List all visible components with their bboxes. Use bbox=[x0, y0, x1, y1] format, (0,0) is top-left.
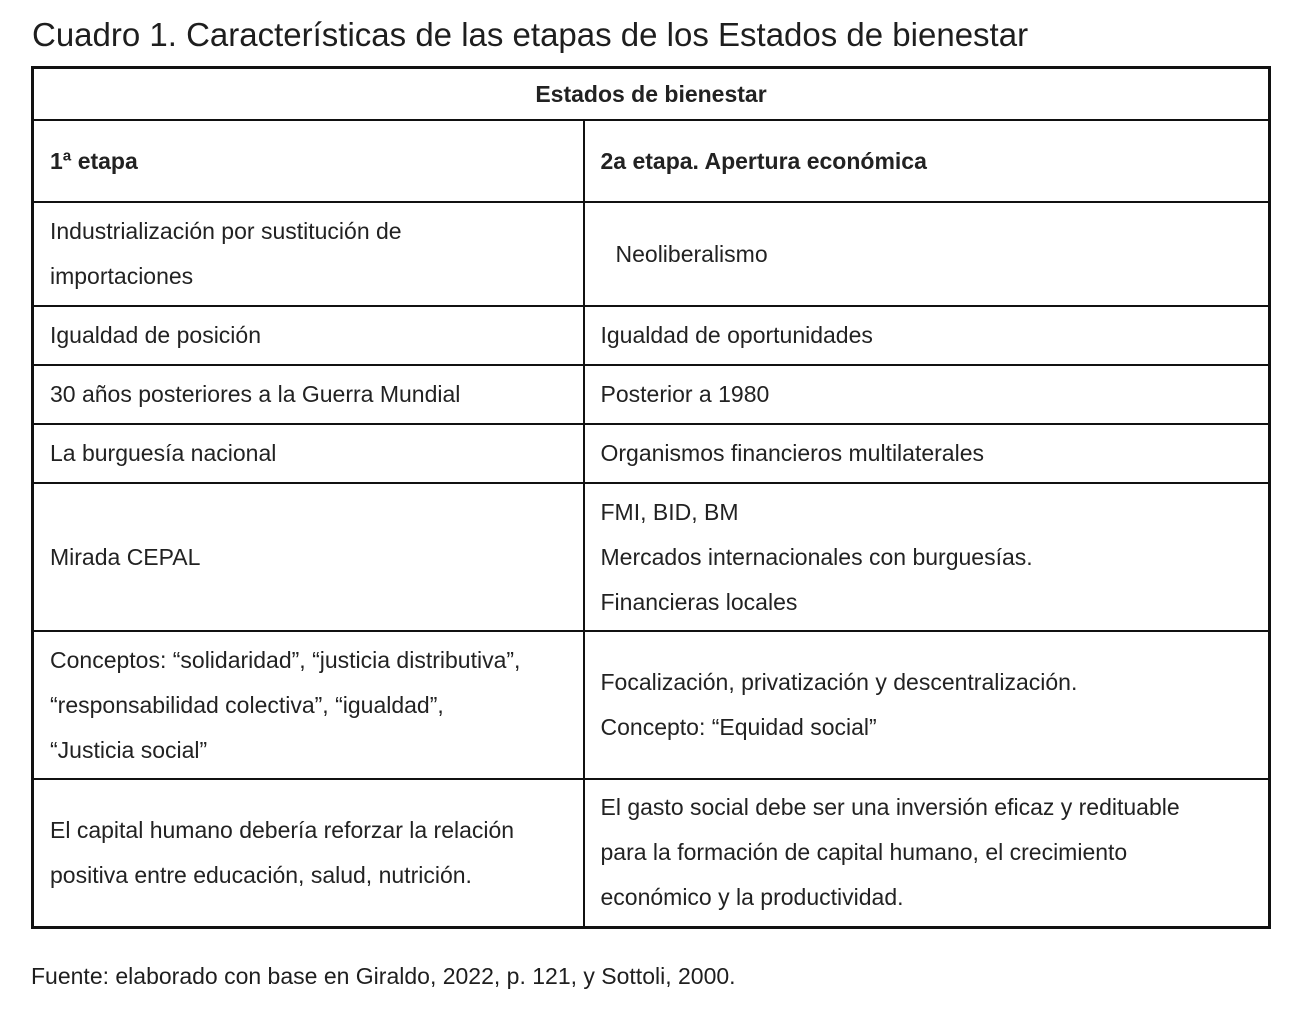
table-row bbox=[33, 365, 1270, 424]
cell-line: importaciones bbox=[50, 263, 194, 289]
column-header-second-stage: 2a etapa. Apertura económica bbox=[584, 120, 1270, 202]
cell-line: positiva entre educación, salud, nutrición. bbox=[50, 861, 472, 888]
cell-line: “Justicia social” bbox=[50, 736, 208, 763]
cell-line: Organismos financieros multilaterales bbox=[600, 440, 984, 466]
cell-left bbox=[33, 483, 584, 631]
cell-line: económico y la productividad. bbox=[600, 884, 904, 911]
cell-right bbox=[584, 306, 1270, 365]
column-header-row bbox=[33, 120, 1270, 202]
cell-line: Neoliberalismo bbox=[615, 240, 768, 267]
cell-line: Mercados internacionales con burguesías. bbox=[600, 543, 1033, 570]
table-row bbox=[33, 202, 1270, 306]
cell-line: La burguesía nacional bbox=[50, 440, 277, 466]
table-header-row bbox=[33, 68, 1270, 121]
cell-left bbox=[33, 424, 584, 483]
column-header-first-stage: 1ª etapa bbox=[33, 120, 584, 202]
cell-line: Igualdad de oportunidades bbox=[600, 322, 873, 348]
cell-left bbox=[33, 779, 584, 927]
cell-right bbox=[584, 779, 1270, 927]
cell-line: El capital humano debería reforzar la relación bbox=[50, 816, 515, 843]
cell-left bbox=[33, 631, 584, 779]
cell-line: Igualdad de posición bbox=[50, 322, 261, 348]
cell-line: Focalización, privatización y descentralización. bbox=[600, 669, 1078, 695]
cell-right bbox=[584, 631, 1270, 779]
cell-line: Industrialización por sustitución de bbox=[50, 218, 402, 244]
cell-line: “responsabilidad colectiva”, “igualdad”, bbox=[50, 691, 444, 718]
cell-line: Mirada CEPAL bbox=[50, 543, 201, 570]
cell-left bbox=[33, 202, 584, 306]
table-caption: Cuadro 1. Características de las etapas de los Estados de bienestar bbox=[32, 16, 1029, 53]
table-row bbox=[33, 306, 1270, 365]
table-row bbox=[33, 424, 1270, 483]
cell-line: 30 años posteriores a la Guerra Mundial bbox=[50, 381, 461, 407]
cell-right bbox=[584, 424, 1270, 483]
welfare-states-table bbox=[31, 66, 1271, 929]
cell-line: El gasto social debe ser una inversión eficaz y redituable bbox=[600, 794, 1180, 821]
cell-left bbox=[33, 365, 584, 424]
cell-line: Concepto: “Equidad social” bbox=[600, 714, 877, 740]
cell-line: FMI, BID, BM bbox=[600, 498, 739, 525]
cell-right bbox=[584, 365, 1270, 424]
cell-line: Conceptos: “solidaridad”, “justicia distributiva”, bbox=[50, 646, 521, 673]
table-row bbox=[33, 779, 1270, 927]
source-note: Fuente: elaborado con base en Giraldo, 2022, p. 121, y Sottoli, 2000. bbox=[31, 963, 736, 989]
table-row bbox=[33, 631, 1270, 779]
cell-line: Posterior a 1980 bbox=[600, 381, 770, 407]
cell-left bbox=[33, 306, 584, 365]
cell-line: Financieras locales bbox=[600, 588, 798, 615]
cell-right bbox=[584, 483, 1270, 631]
cell-right bbox=[584, 202, 1270, 306]
table-row bbox=[33, 483, 1270, 631]
cell-line: para la formación de capital humano, el crecimiento bbox=[600, 839, 1128, 866]
table-header: Estados de bienestar bbox=[33, 68, 1270, 121]
